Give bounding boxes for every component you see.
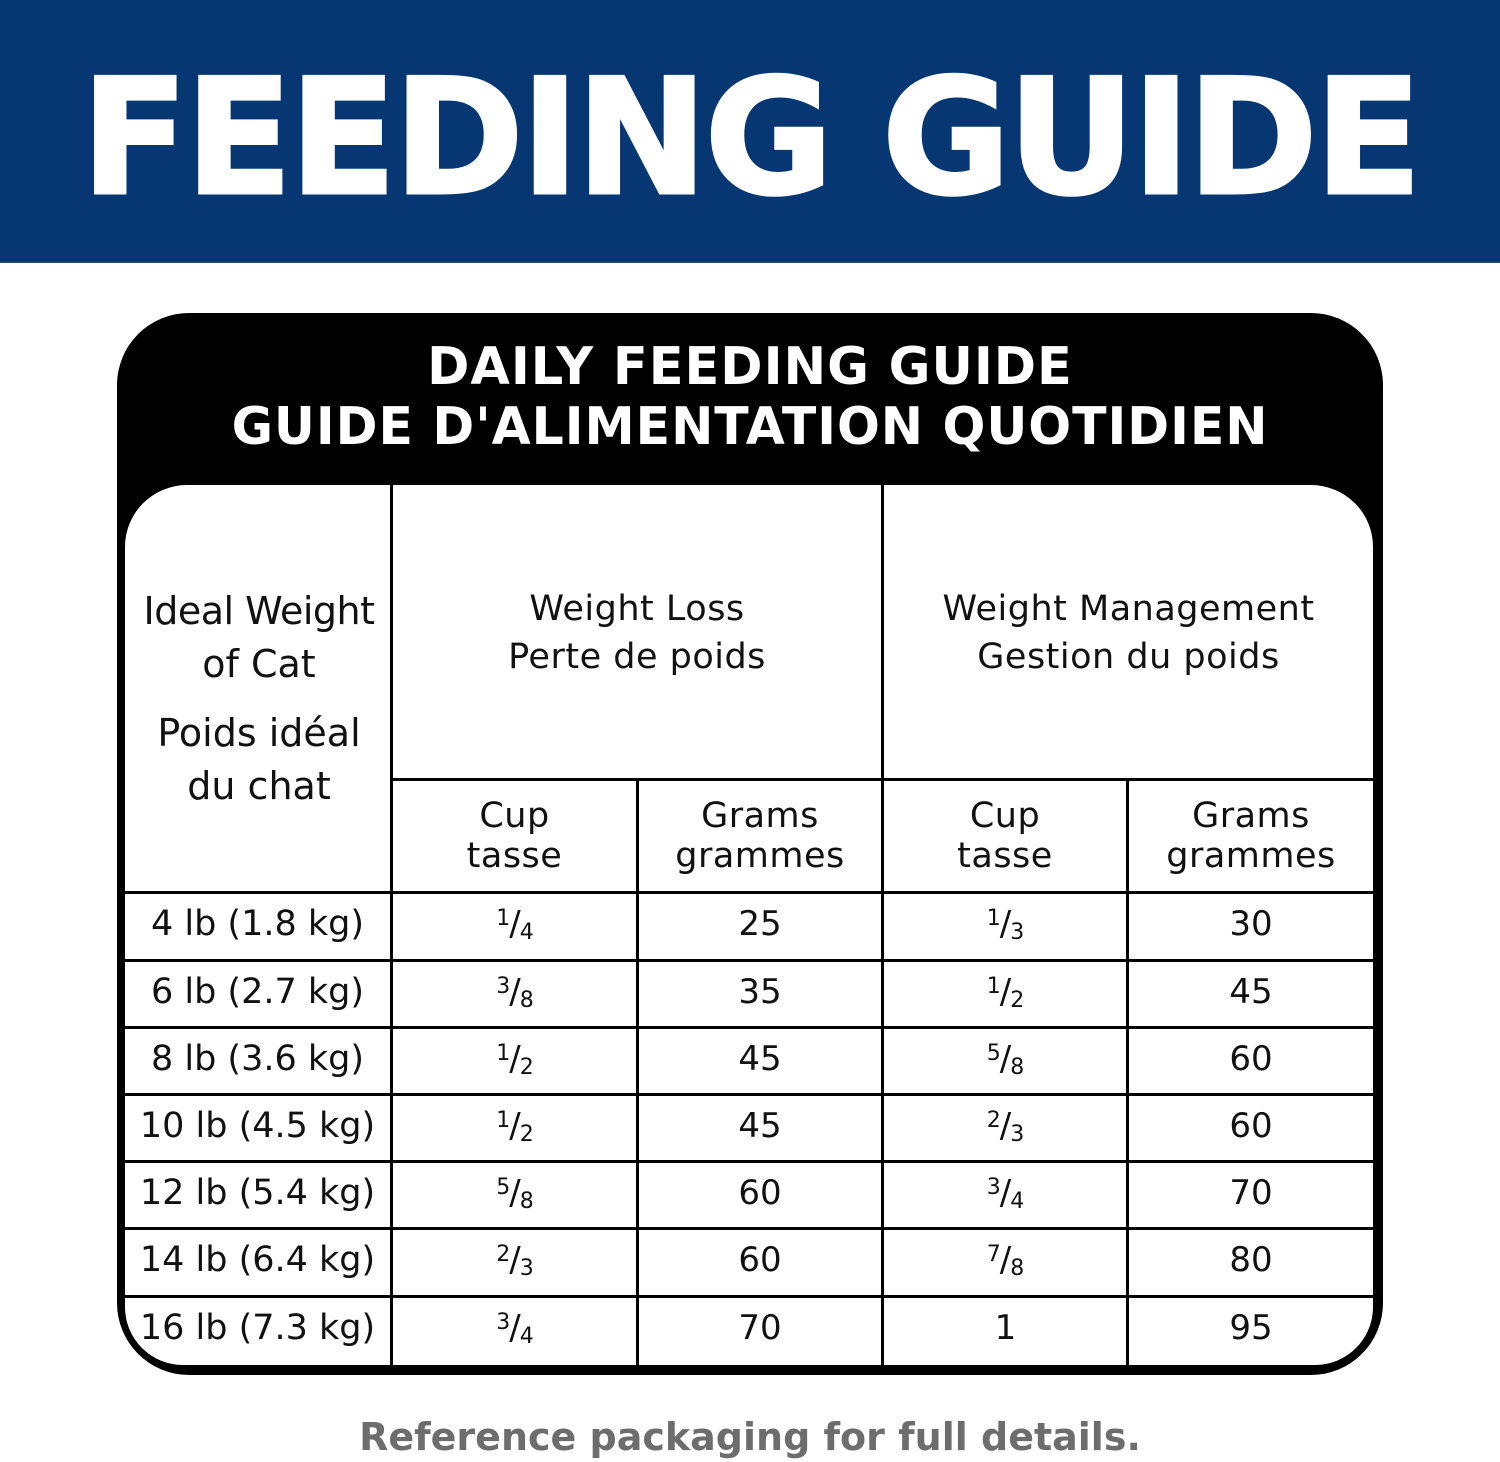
cell-weight: 12 lb (5.4 kg)	[139, 1173, 376, 1213]
cell-loss-cup	[393, 891, 636, 958]
footer-note: Reference packaging for full details.	[359, 1415, 1141, 1459]
cell-management-grams: 95	[1229, 1308, 1273, 1348]
page-title: FEEDING GUIDE	[81, 44, 1419, 231]
group-weight-management-en: Weight Management	[942, 589, 1315, 629]
cell-management-cup	[884, 1295, 1126, 1362]
subheader-management-cup	[884, 796, 1126, 876]
cell-management-cup	[884, 1026, 1126, 1093]
cup-whole-value: 1	[994, 1308, 1016, 1348]
fraction-numerator: 3	[986, 1175, 1000, 1200]
fraction-denominator: 2	[519, 1122, 533, 1147]
fraction-numerator: 5	[986, 1041, 1000, 1066]
subheader-loss-grams	[639, 796, 881, 876]
fraction-denominator: 3	[519, 1256, 533, 1281]
fraction-numerator: 1	[496, 1108, 510, 1133]
fraction-denominator: 8	[1010, 1256, 1024, 1281]
fraction-slash: /	[509, 1173, 520, 1213]
cell-weight: 10 lb (4.5 kg)	[139, 1106, 376, 1146]
header-weight-column	[125, 585, 393, 813]
cell-management-grams: 80	[1229, 1240, 1273, 1280]
fraction-denominator: 4	[1010, 1189, 1024, 1214]
fraction-denominator: 4	[519, 920, 533, 945]
cell-management-grams: 60	[1229, 1106, 1273, 1146]
fraction-numerator: 3	[496, 974, 510, 999]
group-weight-management-fr: Gestion du poids	[977, 637, 1280, 677]
cell-management-grams: 70	[1229, 1173, 1273, 1213]
header-weight-en-line1: Ideal Weight	[143, 589, 375, 633]
fraction-slash: /	[509, 904, 520, 944]
subheader-loss-cup	[393, 796, 636, 876]
fraction-numerator: 3	[496, 1310, 510, 1335]
cell-loss-cup	[393, 1093, 636, 1160]
fraction-numerator: 1	[496, 1041, 510, 1066]
feeding-guide-card	[117, 313, 1383, 1375]
cell-loss-grams: 60	[738, 1240, 782, 1280]
cell-management-cup	[884, 1227, 1126, 1294]
cell-weight: 8 lb (3.6 kg)	[150, 1039, 365, 1079]
header-group-weight-loss	[393, 585, 881, 681]
subheader-fr: grammes	[1166, 836, 1336, 876]
feeding-table	[125, 485, 1373, 1365]
cell-loss-grams: 45	[738, 1039, 782, 1079]
card-title-french: GUIDE D'ALIMENTATION QUOTIDIEN	[231, 397, 1269, 457]
fraction-denominator: 8	[1010, 1055, 1024, 1080]
cell-loss-grams: 25	[738, 904, 782, 944]
fraction-slash: /	[509, 1039, 520, 1079]
fraction-slash: /	[999, 972, 1011, 1012]
group-weight-loss-en: Weight Loss	[529, 589, 745, 629]
subheader-fr: grammes	[675, 836, 845, 876]
cell-loss-cup	[393, 1295, 636, 1362]
row-divider	[390, 778, 1373, 781]
header-banner	[0, 0, 1500, 263]
fraction-denominator: 2	[519, 1055, 533, 1080]
header-weight-en-line2: of Cat	[202, 642, 316, 686]
fraction-numerator: 1	[986, 906, 1000, 931]
subheader-management-grams	[1129, 796, 1373, 876]
cell-loss-grams: 70	[738, 1308, 782, 1348]
fraction-slash: /	[509, 1106, 520, 1146]
cell-management-grams: 60	[1229, 1039, 1273, 1079]
fraction-numerator: 7	[986, 1242, 1000, 1267]
fraction-denominator: 3	[1010, 920, 1024, 945]
cell-management-grams: 45	[1229, 972, 1273, 1012]
fraction-slash: /	[509, 1240, 520, 1280]
cell-loss-cup	[393, 1026, 636, 1093]
fraction-numerator: 5	[496, 1175, 510, 1200]
fraction-slash: /	[999, 1106, 1011, 1146]
subheader-en: Cup	[969, 796, 1041, 836]
subheader-en: Grams	[701, 796, 819, 836]
fraction-numerator: 2	[496, 1242, 510, 1267]
cell-weight: 14 lb (6.4 kg)	[139, 1240, 376, 1280]
fraction-slash: /	[509, 972, 520, 1012]
fraction-slash: /	[999, 1240, 1011, 1280]
fraction-numerator: 2	[986, 1108, 1000, 1133]
fraction-numerator: 1	[986, 974, 1000, 999]
cell-weight: 16 lb (7.3 kg)	[139, 1308, 376, 1348]
cell-loss-grams: 35	[738, 972, 782, 1012]
cell-weight: 6 lb (2.7 kg)	[150, 972, 365, 1012]
cell-weight: 4 lb (1.8 kg)	[150, 904, 365, 944]
fraction-numerator: 1	[496, 906, 510, 931]
header-weight-fr-line2: du chat	[187, 764, 331, 808]
group-weight-loss-fr: Perte de poids	[508, 637, 766, 677]
cell-loss-grams: 45	[738, 1106, 782, 1146]
fraction-denominator: 8	[519, 988, 533, 1013]
subheader-en: Cup	[479, 796, 550, 836]
cell-management-cup	[884, 1093, 1126, 1160]
cell-loss-cup	[393, 959, 636, 1026]
fraction-slash: /	[509, 1308, 520, 1348]
fraction-denominator: 3	[1010, 1122, 1024, 1147]
header-group-weight-management	[884, 585, 1373, 681]
fraction-slash: /	[999, 904, 1011, 944]
fraction-denominator: 4	[519, 1324, 533, 1349]
cell-management-cup	[884, 959, 1126, 1026]
cell-management-grams: 30	[1229, 904, 1273, 944]
header-weight-fr-line1: Poids idéal	[157, 711, 361, 755]
subheader-en: Grams	[1192, 796, 1310, 836]
card-title-english: DAILY FEEDING GUIDE	[427, 337, 1073, 397]
fraction-slash: /	[999, 1173, 1011, 1213]
fraction-denominator: 2	[1010, 988, 1024, 1013]
subheader-fr: tasse	[957, 836, 1053, 876]
cell-loss-grams: 60	[738, 1173, 782, 1213]
fraction-slash: /	[999, 1039, 1011, 1079]
cell-loss-cup	[393, 1227, 636, 1294]
cell-loss-cup	[393, 1160, 636, 1227]
fraction-denominator: 8	[519, 1189, 533, 1214]
cell-management-cup	[884, 891, 1126, 958]
subheader-fr: tasse	[466, 836, 563, 876]
cell-management-cup	[884, 1160, 1126, 1227]
